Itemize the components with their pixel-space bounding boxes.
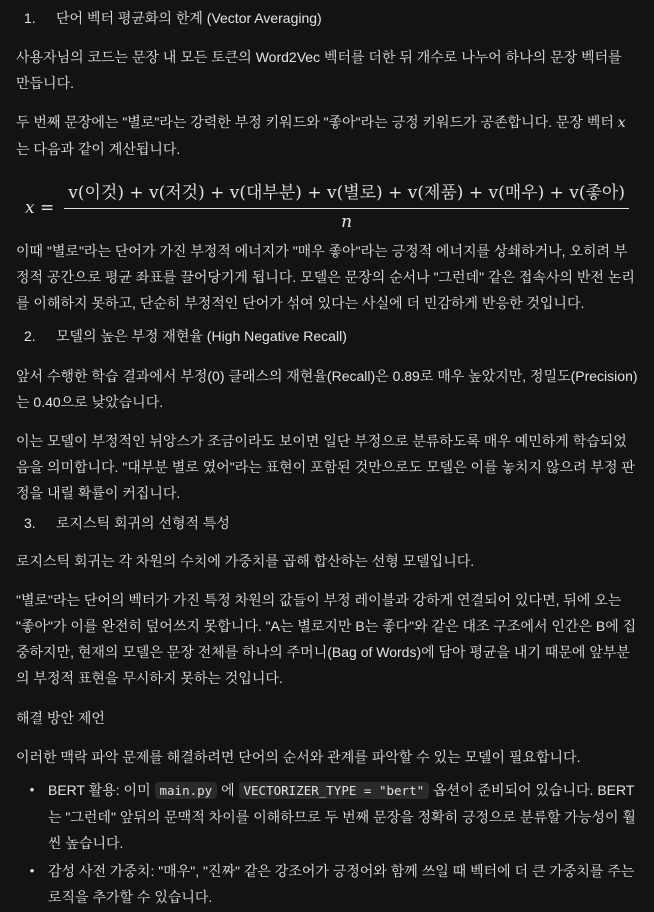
paragraph: "별로"라는 단어의 벡터가 가진 특정 차원의 값들이 부정 레이블과 강하게 연결되어 있다면, 뒤에 오는 "좋아"가 이를 완전히 덮어쓰지 못합니다. "A는 별로지만 B는 좋다"와 같은 대조 구조에서 인간은 B에 집중하지만, 현재의 모델은 문장 전체를 하나의 주머니(Bag of Words)에 담아 평균을 내기 때문에 앞부분의 부정적 표현을 무시하지 못하는 것입니다. <box>16 592 637 686</box>
equation <box>16 182 638 233</box>
fraction <box>64 182 629 233</box>
solution-heading: 해결 방안 제언 <box>16 710 105 726</box>
paragraph: 이러한 맥락 파악 문제를 해결하려면 단어의 순서와 관계를 파악할 수 있는 모델이 필요합니다. <box>16 749 581 765</box>
paragraph: 로지스틱 회귀는 각 차원의 수치에 가중치를 곱해 합산하는 선형 모델입니다. <box>16 553 475 569</box>
paragraph: 앞서 수행한 학습 결과에서 부정(0) 클래스의 재현율(Recall)은 0.89로 매우 높았지만, 정밀도(Precision)는 0.40으로 낮았습니다. <box>16 368 638 410</box>
math-variable: x <box>617 115 626 131</box>
section-number: 1. <box>24 10 36 26</box>
equation-lhs: x = <box>25 197 55 218</box>
bullet-icon: • <box>29 782 35 797</box>
equation-denominator: n <box>341 212 353 232</box>
inline-code: VECTORIZER_TYPE = "bert" <box>239 782 430 799</box>
bullet-icon: • <box>29 863 35 878</box>
paragraph: 이때 "별로"라는 단어가 가진 부정적 에너지가 "매우 좋아"라는 긍정적 에너지를 상쇄하거나, 오히려 부정적 공간으로 평균 좌표를 끌어당기게 됩니다. 모델은 문장의 순서나 "그런데" 같은 접속사의 반전 논리를 이해하지 못하고, 단순히 부정적인 단어가 섞여 있다는 사실에 더 민감하게 반응한 것입니다. <box>16 243 635 311</box>
section-title: 모델의 높은 부정 재현율 (High Negative Recall) <box>56 328 347 344</box>
section-number: 2. <box>24 328 36 344</box>
paragraph: 사용자님의 코드는 문장 내 모든 토큰의 Word2Vec 벡터를 더한 뒤 개수로 나누어 하나의 문장 벡터를 만듭니다. <box>16 49 622 91</box>
list-item <box>16 858 638 910</box>
section-heading-3 <box>16 510 230 536</box>
solution-list <box>16 858 638 910</box>
text-span: 두 번째 문장에는 "별로"라는 강력한 부정 키워드와 "좋아"라는 긍정 키워드가 공존합니다. 문장 벡터 <box>16 114 618 130</box>
text-span: 는 다음과 같이 계산됩니다. <box>16 141 181 157</box>
paragraph <box>16 109 638 162</box>
list-item-text <box>48 777 638 856</box>
solution-list <box>16 777 638 856</box>
inline-code: main.py <box>155 782 218 799</box>
section-heading-1 <box>16 5 322 31</box>
section-number: 3. <box>24 515 36 531</box>
text-span: 옵션이 준비되어 있습니다. BERT는 "그런데" 앞뒤의 문맥적 차이를 이해하므로 두 번째 문장을 정확히 긍정으로 분류할 가능성이 훨씬 높습니다. <box>48 782 636 851</box>
list-item <box>16 777 638 856</box>
section-heading-2 <box>16 323 347 349</box>
text-span: 에 <box>217 782 239 798</box>
equation-numerator: v(이것) + v(저것) + v(대부분) + v(별로) + v(제품) + v(매우) + v(좋아) <box>64 182 629 209</box>
text-span: BERT 활용: 이미 <box>48 782 155 798</box>
paragraph: 이는 모델이 부정적인 뉘앙스가 조금이라도 보이면 일단 부정으로 분류하도록 매우 예민하게 학습되었음을 의미합니다. "대부분 별로 였어"라는 표현이 포함된 것만으로도 모델은 이를 놓치지 않으려 부정 판정을 내릴 확률이 커집니다. <box>16 433 635 501</box>
section-title: 로지스틱 회귀의 선형적 특성 <box>56 515 230 531</box>
list-item-text: 감성 사전 가중치: "매우", "진짜" 같은 강조어가 긍정어와 함께 쓰일 때 벡터에 더 큰 가중치를 주는 로직을 추가할 수 있습니다. <box>48 863 635 905</box>
section-title: 단어 벡터 평균화의 한계 (Vector Averaging) <box>56 10 322 26</box>
